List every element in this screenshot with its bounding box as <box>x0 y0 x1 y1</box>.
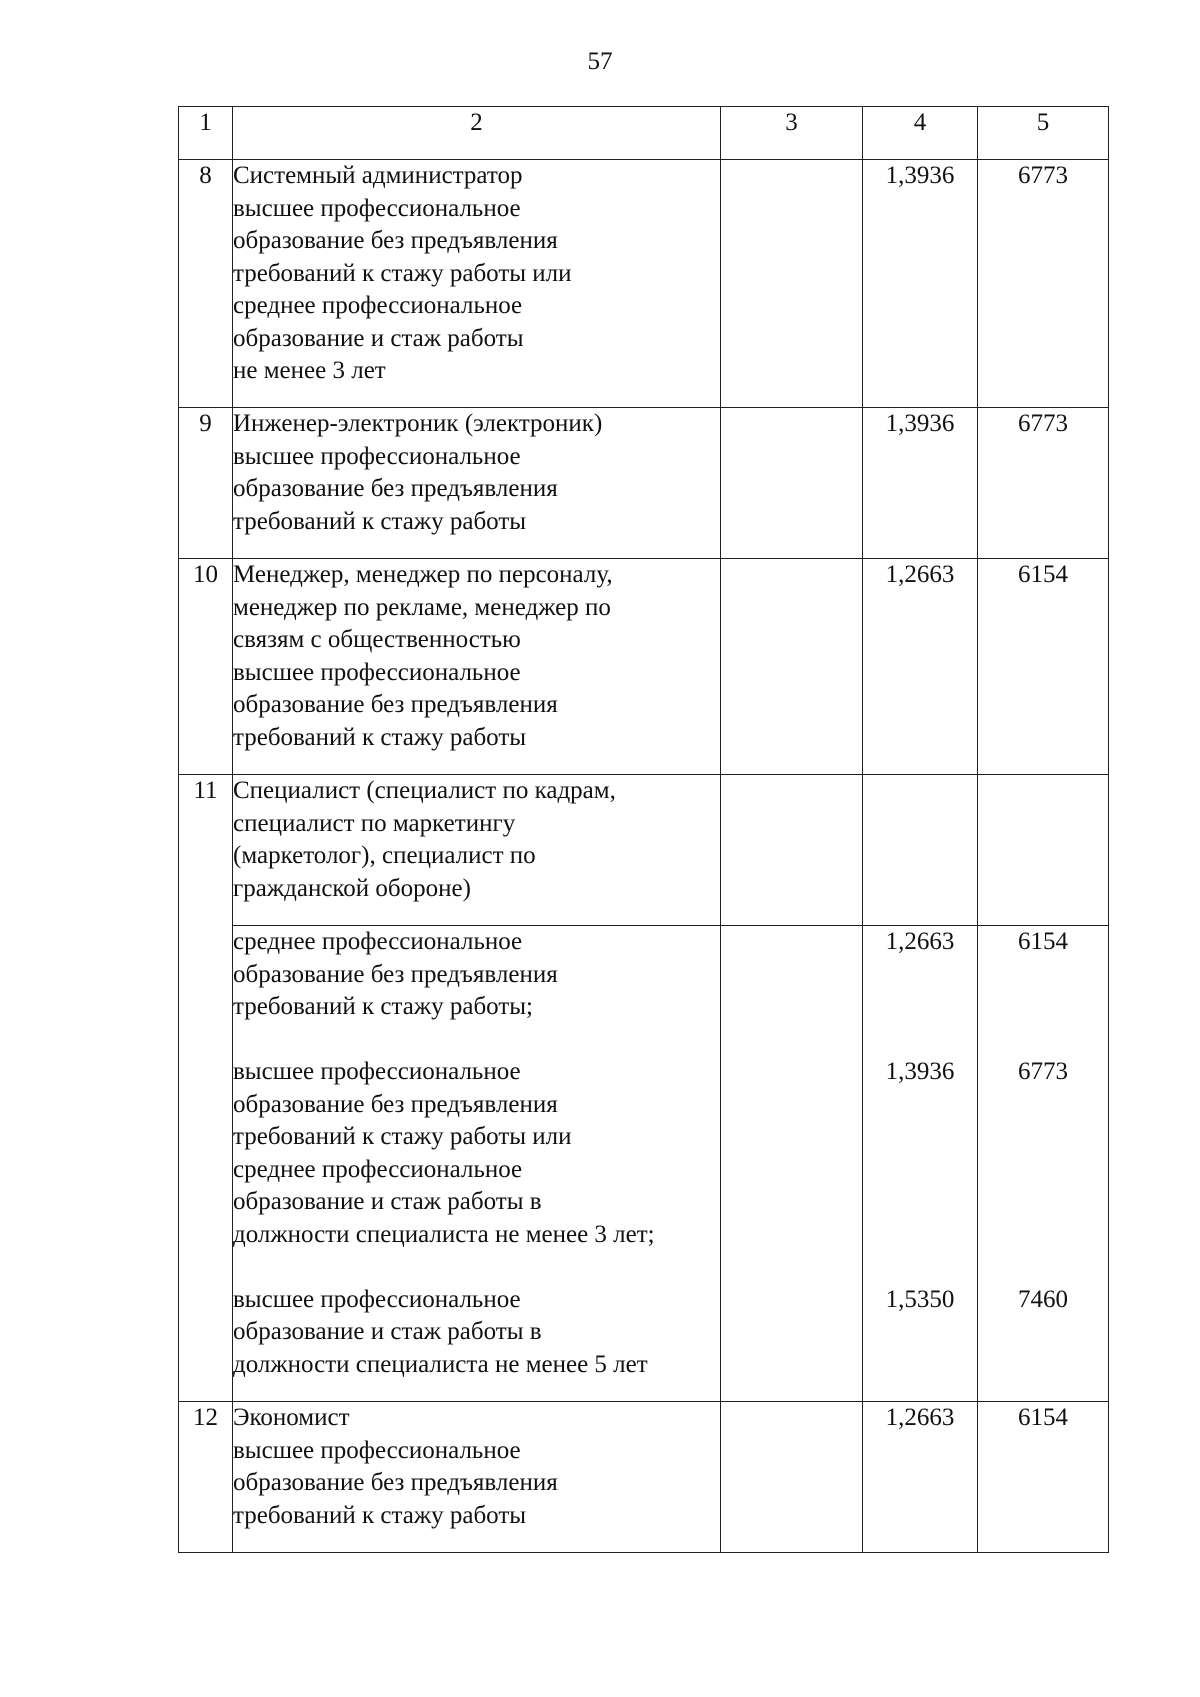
description-line: требований к стажу работы; <box>233 993 533 1020</box>
header-cell: 4 <box>863 107 978 160</box>
requirement-group <box>233 1056 720 1251</box>
description-line: высшее профессиональное <box>233 442 521 470</box>
header-cell: 2 <box>233 107 721 160</box>
header-cell: 5 <box>978 107 1109 160</box>
description-line: высшее профессиональное <box>233 658 521 686</box>
col3-cell <box>721 1402 863 1553</box>
description-line: образование без предъявления <box>233 691 558 718</box>
description-line: образование без предъявления <box>233 1090 558 1118</box>
description-line: образование и стаж работы <box>233 324 524 352</box>
coefficient-value: 1,5350 <box>885 1285 955 1313</box>
description-line: высшее профессиональное <box>233 194 521 222</box>
row-number: 9 <box>179 408 233 559</box>
salary-cell: 6773 <box>978 408 1109 559</box>
description-line: Экономист <box>233 1404 350 1431</box>
position-description <box>233 775 721 926</box>
header-cell: 1 <box>179 107 233 160</box>
description-line: должности специалиста не менее 5 лет <box>233 1350 648 1378</box>
coefficient-value: 1,2663 <box>885 928 955 955</box>
position-description <box>233 559 721 775</box>
col3-cell <box>721 160 863 408</box>
description-line: образование без предъявления <box>233 227 558 254</box>
position-description <box>233 1402 721 1553</box>
page-number: 57 <box>587 48 613 75</box>
position-description <box>233 160 721 408</box>
position-description <box>233 926 721 1402</box>
col3-cell <box>721 408 863 559</box>
col3-cell <box>721 559 863 775</box>
description-line: должности специалиста не менее 3 лет; <box>233 1220 655 1248</box>
col3-cell <box>721 775 863 926</box>
requirement-group <box>233 1284 720 1382</box>
coefficient-cell: 1,3936 <box>863 408 978 559</box>
description-line: образование и стаж работы в <box>233 1318 542 1345</box>
description-line: (маркетолог), специалист по <box>233 842 536 869</box>
table-header-row <box>179 107 1109 160</box>
salary-value: 6773 <box>1018 1058 1068 1085</box>
table-row <box>179 775 1109 926</box>
description-line: требований к стажу работы <box>233 507 527 535</box>
table-row <box>179 160 1109 408</box>
description-line: образование и стаж работы в <box>233 1188 542 1215</box>
coefficient-cell: 1,3936 <box>863 160 978 408</box>
salary-cell: 6154 <box>978 559 1109 775</box>
description-line: менеджер по рекламе, менеджер по <box>233 593 611 621</box>
description-line: специалист по маркетингу <box>233 809 516 837</box>
description-line: среднее профессиональное <box>233 1155 523 1183</box>
table-row <box>179 926 1109 1402</box>
description-line: гражданской обороне) <box>233 874 471 902</box>
coefficient-cell: 1,2663 <box>863 559 978 775</box>
header-cell: 3 <box>721 107 863 160</box>
col3-cell <box>721 926 863 1402</box>
position-description <box>233 408 721 559</box>
coefficient-cell: 1,2663 <box>863 1402 978 1553</box>
description-line: образование без предъявления <box>233 1469 558 1496</box>
table-row <box>179 1402 1109 1553</box>
description-line: связям с общественностью <box>233 626 521 653</box>
description-line: образование без предъявления <box>233 960 558 988</box>
row-number: 8 <box>179 160 233 408</box>
salary-cell: 6154 <box>978 1402 1109 1553</box>
salary-table <box>178 106 1109 1553</box>
table-row <box>179 408 1109 559</box>
description-line: высшее профессиональное <box>233 1285 521 1313</box>
salary-value: 7460 <box>1018 1285 1068 1313</box>
row-number: 11 <box>179 775 233 1402</box>
description-line: Специалист (специалист по кадрам, <box>233 777 616 804</box>
description-line: высшее профессиональное <box>233 1436 521 1464</box>
description-line: среднее профессиональное <box>233 928 523 955</box>
description-line: образование без предъявления <box>233 475 558 502</box>
coefficient-value: 1,3936 <box>885 1058 955 1085</box>
description-line: требований к стажу работы или <box>233 259 572 287</box>
salary-cell <box>978 775 1109 926</box>
description-line: требований к стажу работы или <box>233 1123 572 1150</box>
description-line: Системный администратор <box>233 162 523 189</box>
requirement-group <box>233 926 720 1024</box>
description-line: требований к стажу работы <box>233 723 527 751</box>
description-line: требований к стажу работы <box>233 1501 527 1529</box>
row-number: 10 <box>179 559 233 775</box>
row-number: 12 <box>179 1402 233 1553</box>
coefficient-cell <box>863 775 978 926</box>
table-row <box>179 559 1109 775</box>
salary-cell <box>978 926 1109 1402</box>
description-line: среднее профессиональное <box>233 292 523 319</box>
coefficient-cell <box>863 926 978 1402</box>
description-line: Менеджер, менеджер по персоналу, <box>233 561 613 588</box>
salary-value: 6154 <box>1018 928 1068 955</box>
salary-cell: 6773 <box>978 160 1109 408</box>
description-line: Инженер-электроник (электроник) <box>233 410 603 437</box>
description-line: высшее профессиональное <box>233 1058 521 1085</box>
description-line: не менее 3 лет <box>233 357 386 384</box>
